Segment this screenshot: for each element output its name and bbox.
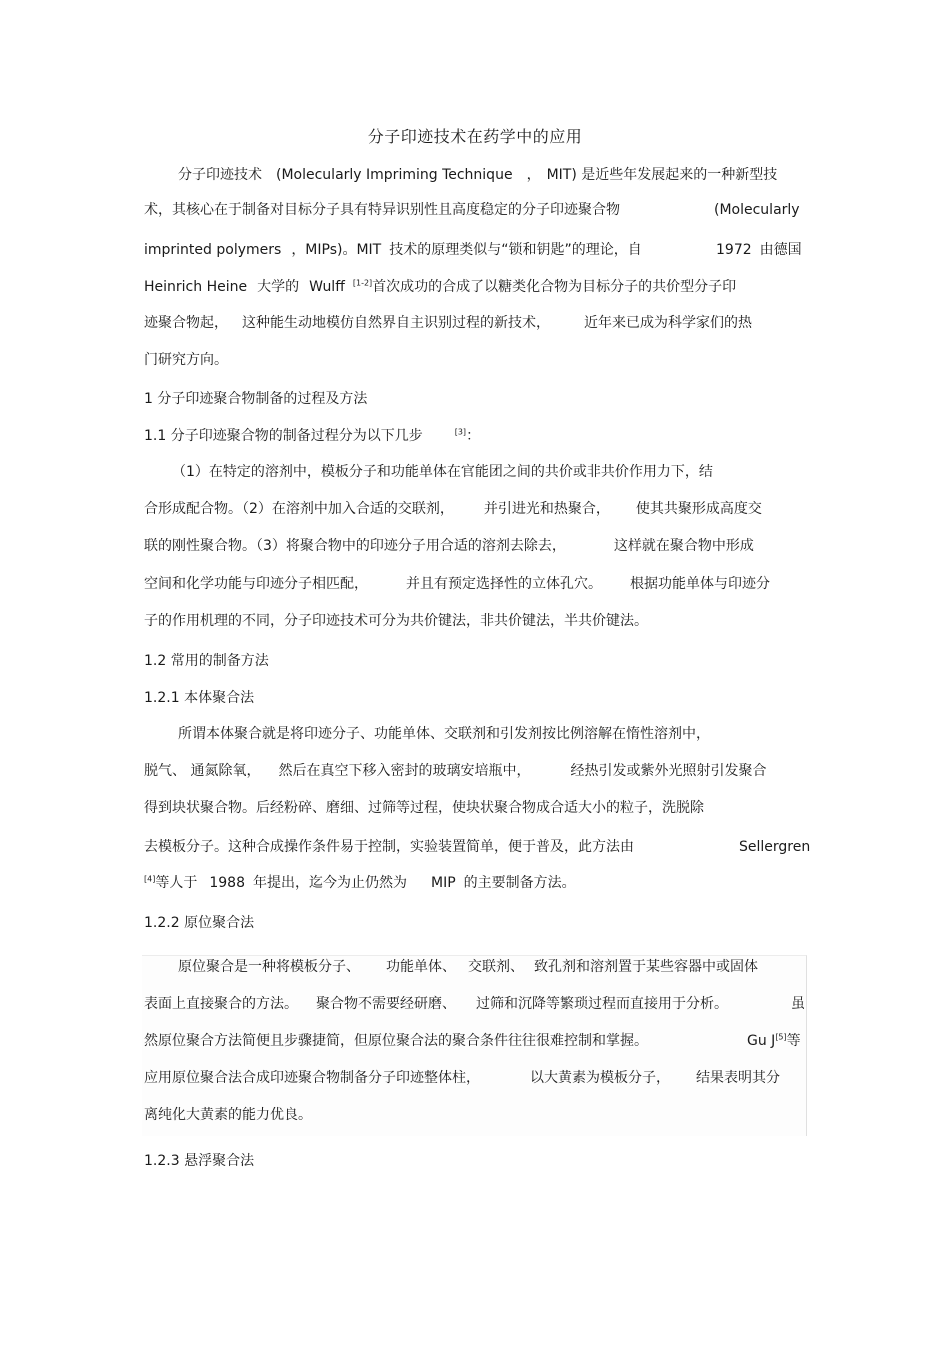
p3-line-2: 表面上直接聚合的方法。 聚合物不需要经研磨、 过筛和沉降等繁琐过程而直接用于分析。	[144, 996, 728, 1012]
p3-line-1: 原位聚合是一种将模板分子、 功能单体、 交联剂、 致孔剂和溶剂置于某些容器中或固体	[178, 959, 758, 975]
p1-line-5: 子的作用机理的不同，分子印迹技术可分为共价键法，非共价键法，半共价键法。	[144, 613, 648, 629]
p1-line-4: 空间和化学功能与印迹分子相匹配， 并且有预定选择性的立体孔穴。 根据功能单体与印迹分	[144, 576, 770, 592]
p1-line-1: （1）在特定的溶剂中，模板分子和功能单体在官能团之间的共价或非共价作用力下，结	[172, 464, 713, 480]
intro-line-3: imprinted polymers ，MIPs)。MIT 技术的原理类似与“锁和钥匙”的理论，自	[144, 242, 642, 258]
p2-line-4: 去模板分子。这种合成操作条件易于控制，实验装置简单，便于普及，此方法由	[144, 839, 634, 855]
section-heading-1-2-3: 1.2.3 悬浮聚合法	[144, 1153, 255, 1169]
p3-line-2-end: 虽	[791, 996, 805, 1012]
page-title: 分子印迹技术在药学中的应用	[367, 127, 583, 146]
intro-line-1: 分子印迹技术 (Molecularly Impriming Technique ， MIT) 是近些年发展起来的一种新型技	[178, 167, 778, 183]
p2-line-5: [4]等人于 1988 年提出，迄今为止仍然为 MIP 的主要制备方法。	[144, 874, 576, 891]
citation: [5]	[775, 1032, 787, 1042]
citation: [1-2]	[352, 278, 373, 288]
intro-line-2: 术，其核心在于制备对目标分子具有特异识别性且高度稳定的分子印迹聚合物	[144, 202, 620, 218]
p1-line-3: 联的刚性聚合物。（3）将聚合物中的印迹分子用合适的溶剂去除去， 这样就在聚合物中形成	[144, 538, 754, 554]
section-heading-1-2-1: 1.2.1 本体聚合法	[144, 690, 255, 706]
p3-line-3: 然原位聚合方法简便且步骤捷简，但原位聚合法的聚合条件往往很难控制和掌握。	[144, 1033, 648, 1049]
p2-line-2: 脱气、 通氮除氧， 然后在真空下移入密封的玻璃安培瓶中， 经热引发或紫外光照射引发聚合	[144, 763, 767, 779]
intro-line-3-end: 1972 由德国	[716, 242, 802, 258]
p2-line-3: 得到块状聚合物。后经粉碎、磨细、过筛等过程，使块状聚合物成合适大小的粒子，洗脱除	[144, 800, 704, 816]
p3-line-3-end: Gu J[5]等	[747, 1032, 801, 1049]
p3-line-5: 离纯化大黄素的能力优良。	[144, 1107, 312, 1123]
intro-line-2-end: (Molecularly	[714, 202, 800, 218]
intro-line-5: 迹聚合物起， 这种能生动地模仿自然界自主识别过程的新技术， 近年来已成为科学家们的热	[144, 315, 752, 331]
citation: [3]	[454, 427, 467, 437]
intro-line-6: 门研究方向。	[144, 352, 228, 368]
p1-line-2: 合形成配合物。（2）在溶剂中加入合适的交联剂， 并引进光和热聚合， 使其共聚形成高度交	[144, 501, 762, 517]
section-heading-1: 1 分子印迹聚合物制备的过程及方法	[144, 391, 368, 407]
section-heading-1-2: 1.2 常用的制备方法	[144, 653, 269, 669]
p2-line-4-end: Sellergren	[739, 839, 811, 855]
section-heading-1-2-2: 1.2.2 原位聚合法	[144, 915, 255, 931]
citation: [4]	[144, 874, 156, 884]
p2-line-1: 所谓本体聚合就是将印迹分子、功能单体、交联剂和引发剂按比例溶解在惰性溶剂中，	[178, 726, 710, 742]
intro-line-4: Heinrich Heine 大学的 Wulff [1-2]首次成功的合成了以糖类化合物为目标分子的共价型分子印	[144, 278, 737, 295]
section-heading-1-1: 1.1 分子印迹聚合物的制备过程分为以下几步 [3]：	[144, 427, 481, 444]
p3-line-4: 应用原位聚合法合成印迹聚合物制备分子印迹整体柱， 以大黄素为模板分子， 结果表明其分	[144, 1070, 780, 1086]
